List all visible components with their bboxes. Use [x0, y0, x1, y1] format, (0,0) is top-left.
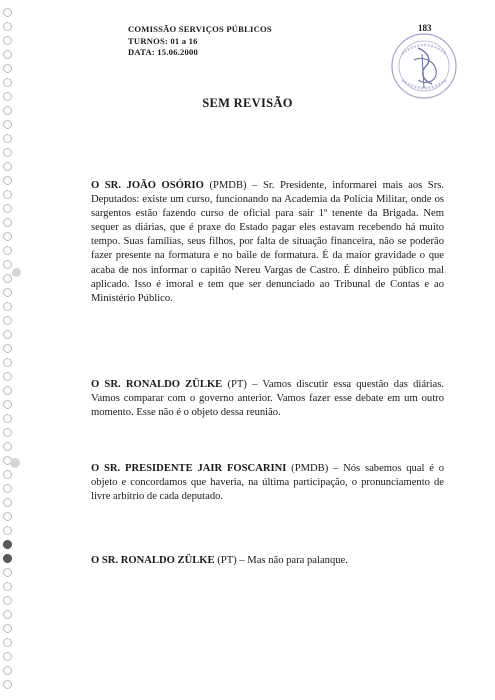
binding-hole [3, 680, 12, 689]
binding-hole [3, 8, 12, 17]
speech-text: – Vamos discutir essa questão das diárias. Vamos comparar com o governo anterior. Vamos fazer esse debate em um outro momento. Esse não é o objeto dessa reunião. [91, 379, 444, 419]
binding-hole [3, 498, 12, 507]
speech-text: – Sr. Presidente, informarei mais aos Srs. Deputados: existe um curso, funcionando na Academia da Polícia Militar, onde os sargentos estão fazendo curso de oficial para sair 1º tenente da Brigada. Nem sequer as diárias, que é praxe do Estado pagar eles estavam recebendo há muito tempo. Suas famílias, seus filhos, por falta de situação financeira, não se poderão fazer presente na formatura e no baile de formatura. É da maior gravidade o que acaba de nos informar o capitão Nereu Vargas de Castro. É dinheiro público mal aplicado. Isso é imoral e tem que ser denunciado ao Tribunal de Contas e ao Ministério Público. [91, 180, 444, 304]
binding-hole [3, 540, 12, 549]
binding-hole [3, 232, 12, 241]
binding-hole [3, 442, 12, 451]
scan-mark [12, 268, 21, 277]
speaker-name: O SR. RONALDO ZÜLKE [91, 555, 215, 566]
speech-joao-osorio [91, 179, 444, 306]
binding-hole [3, 176, 12, 185]
binding-hole [3, 652, 12, 661]
binding-hole [3, 162, 12, 171]
binding-hole [3, 596, 12, 605]
binding-hole [3, 470, 12, 479]
binding-hole [3, 624, 12, 633]
speaker-party: (PT) [222, 379, 247, 390]
speaker-name: O SR. RONALDO ZÜLKE [91, 379, 223, 390]
page-title: SEM REVISÃO [202, 96, 293, 110]
speaker-name: O SR. PRESIDENTE JAIR FOSCARINI [91, 463, 287, 474]
binding-hole [3, 526, 12, 535]
binding-hole [3, 246, 12, 255]
document-header [128, 24, 272, 59]
speaker-party: (PMDB) [286, 463, 329, 474]
binding-hole [3, 358, 12, 367]
binding-hole [3, 50, 12, 59]
speaker-name: O SR. JOÃO OSÓRIO [91, 180, 204, 191]
binding-hole [3, 610, 12, 619]
binding-hole [3, 330, 12, 339]
binding-hole [3, 260, 12, 269]
speaker-party: (PT) [214, 555, 237, 566]
speaker-party: (PMDB) [203, 180, 247, 191]
official-stamp-seal [388, 30, 460, 102]
binding-hole [3, 288, 12, 297]
binding-hole [3, 218, 12, 227]
binding-hole [3, 582, 12, 591]
binding-hole [3, 316, 12, 325]
binding-hole [3, 64, 12, 73]
binding-hole [3, 484, 12, 493]
page-number: 183 [418, 23, 432, 33]
binding-hole [3, 274, 12, 283]
speech-text: – Nós sabemos qual é o objeto e concordamos que haveria, na última participação, o pronunciamento de livre arbítrio de cada deputado. [91, 463, 444, 503]
binding-hole [3, 568, 12, 577]
binding-hole [3, 372, 12, 381]
binding-hole [3, 120, 12, 129]
speech-jair-foscarini [91, 462, 444, 504]
binding-hole [3, 554, 12, 563]
binding-hole [3, 666, 12, 675]
binding-hole [3, 638, 12, 647]
binding-hole [3, 512, 12, 521]
binding-hole [3, 78, 12, 87]
binding-hole [3, 204, 12, 213]
binding-hole [3, 36, 12, 45]
header-committee: COMISSÃO SERVIÇOS PÚBLICOS [128, 24, 272, 34]
binding-hole [3, 134, 12, 143]
speech-text: – Mas não para palanque. [236, 555, 348, 566]
header-turns: TURNOS: 01 a 16 [128, 35, 198, 46]
binding-hole [3, 22, 12, 31]
binding-hole [3, 400, 12, 409]
scan-mark [10, 458, 20, 468]
speech-ronaldo-zulke-2 [91, 554, 444, 568]
speech-ronaldo-zulke-1 [91, 378, 444, 420]
binding-hole [3, 302, 12, 311]
binding-hole [3, 148, 12, 157]
binding-hole [3, 414, 12, 423]
binding-hole [3, 386, 12, 395]
binding-hole [3, 344, 12, 353]
header-date: DATA: 15.06.2000 [128, 47, 198, 57]
binding-hole [3, 190, 12, 199]
binding-hole [3, 428, 12, 437]
